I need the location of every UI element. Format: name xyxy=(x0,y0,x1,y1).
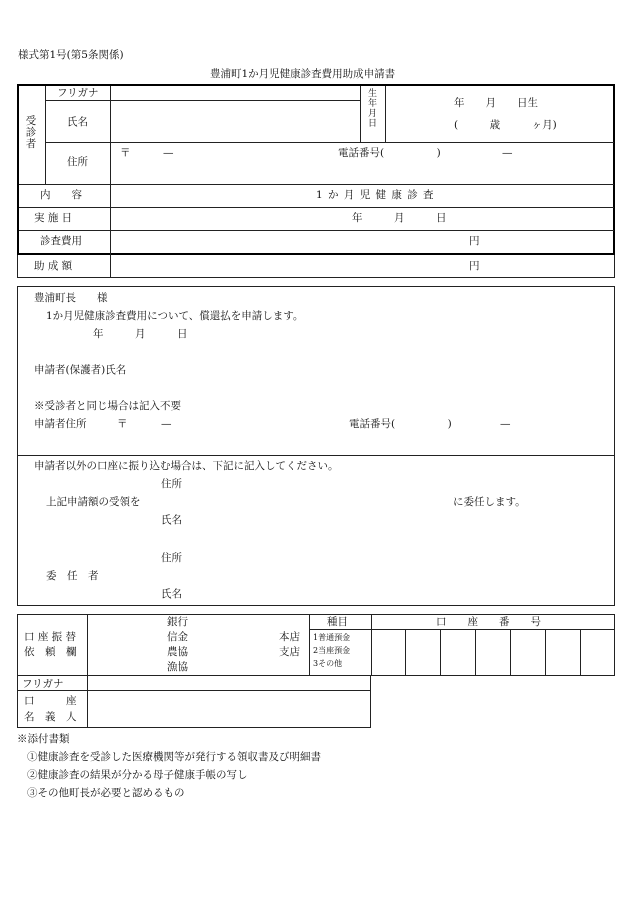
type-header: 種目 xyxy=(327,616,348,628)
delegation-intro: 申請者以外の口座に振り込む場合は、下記に記入してください。 xyxy=(34,460,339,472)
age-line: ( 歳 ヶ月) xyxy=(454,119,557,131)
grant-label: 助 成 額 xyxy=(34,260,73,272)
holder-furigana-label: フリガナ xyxy=(22,678,64,690)
transfer-label-2: 依 頼 欄 xyxy=(24,646,77,658)
page-title: 豊浦町1か月児健康診査費用助成申請書 xyxy=(210,68,396,80)
applicant-postal-mark: 〒 xyxy=(117,418,128,430)
attachments-heading: ※添付書類 xyxy=(17,733,70,745)
name-label: 氏名 xyxy=(67,116,88,128)
attachment-item: ①健康診査を受診した医療機関等が発行する領収書及び明細書 xyxy=(27,751,321,763)
type-ordinary: 1普通預金 xyxy=(313,633,351,642)
addressee: 豊浦町長 様 xyxy=(34,292,108,304)
postal-mark: 〒 xyxy=(120,147,131,159)
holder-label-1: 口 座 xyxy=(24,695,77,707)
application-date: 年 月 日 xyxy=(93,328,188,340)
content-value: 1 か 月 児 健 康 診 査 xyxy=(316,189,435,201)
birth-label: 生年月日 xyxy=(366,88,376,128)
agent-label: 委 任 者 xyxy=(46,570,99,582)
account-number-header: 口 座 番 号 xyxy=(436,616,541,628)
birth-line: 年 月 日生 xyxy=(454,97,538,109)
applicant-postal-dash: — xyxy=(161,418,172,430)
applicant-note: ※受診者と同じ場合は記入不要 xyxy=(34,400,181,412)
agent-address-label: 住所 xyxy=(161,552,182,564)
attachment-item: ②健康診査の結果が分かる母子健康手帳の写し xyxy=(27,769,248,781)
delegate-name-label: 氏名 xyxy=(161,514,182,526)
attachment-item: ③その他町長が必要と認めるもの xyxy=(27,787,185,799)
grant-unit: 円 xyxy=(469,260,480,272)
institution-gyokyo: 漁協 xyxy=(167,661,188,673)
postal-dash: — xyxy=(163,147,174,159)
phone-dash: — xyxy=(502,147,513,159)
branch-sub: 支店 xyxy=(279,646,300,658)
type-other: 3その他 xyxy=(313,659,343,668)
patient-section-label: 受診者 xyxy=(24,115,37,150)
fee-label: 診査費用 xyxy=(40,235,82,247)
address-label: 住所 xyxy=(67,156,88,168)
holder-label-2: 名 義 人 xyxy=(24,711,77,723)
agent-name-label: 氏名 xyxy=(161,588,182,600)
institution-bank: 銀行 xyxy=(167,616,188,628)
institution-nokyo: 農協 xyxy=(167,646,188,658)
furigana-label: フリガナ xyxy=(57,87,99,99)
application-statement: 1か月児健康診査費用について、償還払を申請します。 xyxy=(46,310,304,322)
applicant-phone-label: 電話番号( ) xyxy=(349,418,452,430)
delegate-text: に委任します。 xyxy=(453,496,526,508)
date-label: 実 施 日 xyxy=(34,212,73,224)
fee-unit: 円 xyxy=(469,235,480,247)
content-label: 内 容 xyxy=(40,189,82,201)
type-current: 2当座預金 xyxy=(313,646,351,655)
transfer-label-1: 口 座 振 替 xyxy=(24,631,77,643)
institution-shinkin: 信金 xyxy=(167,631,188,643)
delegate-address-label: 住所 xyxy=(161,478,182,490)
branch-main: 本店 xyxy=(279,631,300,643)
applicant-phone-dash: — xyxy=(500,418,511,430)
date-value: 年 月 日 xyxy=(352,212,447,224)
grant-row xyxy=(17,255,615,278)
phone-label: 電話番号( ) xyxy=(338,147,441,159)
applicant-name-label: 申請者(保護者)氏名 xyxy=(34,364,127,376)
applicant-address-label: 申請者住所 xyxy=(34,418,87,430)
receive-text: 上記申請額の受領を xyxy=(46,496,141,508)
form-number: 様式第1号(第5条関係) xyxy=(18,49,124,61)
